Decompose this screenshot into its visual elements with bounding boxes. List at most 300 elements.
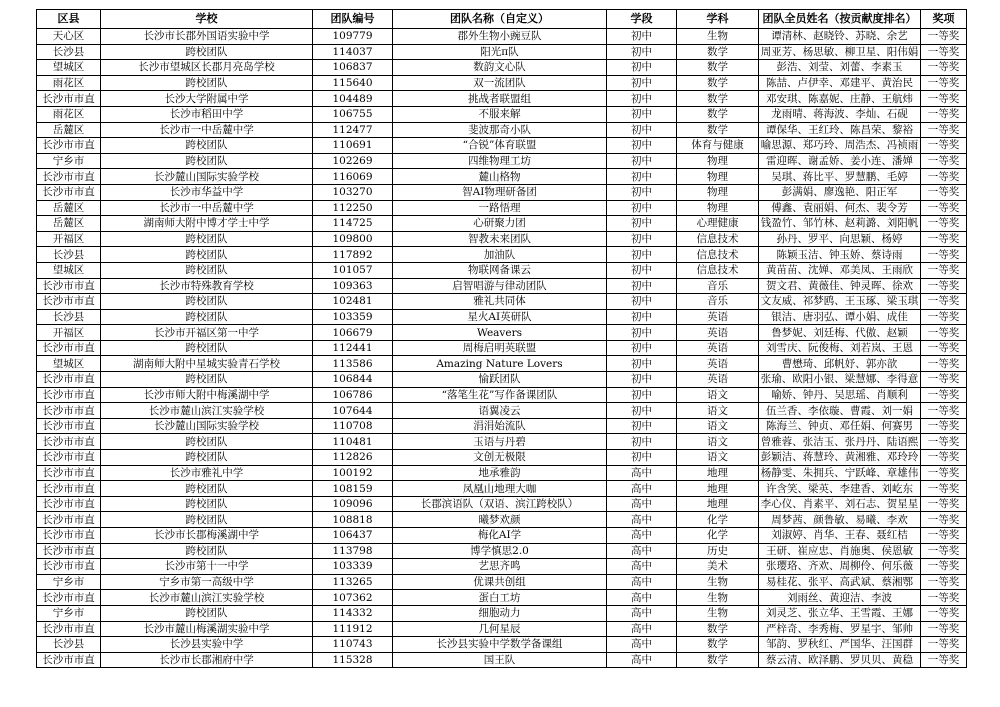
school-cell: 长沙麓山国际实验学校 bbox=[101, 169, 313, 185]
stage-cell: 高中 bbox=[607, 481, 677, 497]
members-cell: 贺文君、黄薇佳、钟灵晖、徐欢 bbox=[759, 278, 921, 294]
subject-cell: 生物 bbox=[677, 574, 759, 590]
district-cell: 长沙县 bbox=[37, 309, 101, 325]
members-cell: 喻娇、钟丹、吴思瑶、肖顺利 bbox=[759, 387, 921, 403]
team-id-cell: 116069 bbox=[313, 169, 393, 185]
award-cell: 一等奖 bbox=[921, 559, 967, 575]
team-name-cell: 语翼凌云 bbox=[393, 403, 607, 419]
table-row bbox=[37, 496, 967, 512]
team-id-cell: 114332 bbox=[313, 605, 393, 621]
award-cell: 一等奖 bbox=[921, 91, 967, 107]
award-cell: 一等奖 bbox=[921, 247, 967, 263]
school-cell: 跨校团队 bbox=[101, 138, 313, 154]
stage-cell: 初中 bbox=[607, 200, 677, 216]
members-cell: 许含笑、梁英、李建香、刘屹东 bbox=[759, 481, 921, 497]
district-cell: 岳麓区 bbox=[37, 216, 101, 232]
school-cell: 跨校团队 bbox=[101, 450, 313, 466]
school-cell: 长沙市麓山滨江实验学校 bbox=[101, 403, 313, 419]
team-name-cell: Amazing Nature Lovers bbox=[393, 356, 607, 372]
team-name-cell: 博学慎思2.0 bbox=[393, 543, 607, 559]
members-cell: 张璎珞、齐欢、周柳伶、何乐薇 bbox=[759, 559, 921, 575]
award-cell: 一等奖 bbox=[921, 434, 967, 450]
team-name-cell: 曦梦欢颜 bbox=[393, 512, 607, 528]
school-cell: 湖南师大附中博才学士中学 bbox=[101, 216, 313, 232]
subject-cell: 数学 bbox=[677, 621, 759, 637]
team-name-cell: 涓涓始流队 bbox=[393, 418, 607, 434]
school-cell: 跨校团队 bbox=[101, 153, 313, 169]
district-cell: 雨花区 bbox=[37, 106, 101, 122]
subject-cell: 语文 bbox=[677, 403, 759, 419]
award-cell: 一等奖 bbox=[921, 75, 967, 91]
members-cell: 彭颖洁、蒋慧玲、黄湘雅、邓玲玲 bbox=[759, 450, 921, 466]
award-cell: 一等奖 bbox=[921, 496, 967, 512]
school-cell: 跨校团队 bbox=[101, 309, 313, 325]
stage-cell: 初中 bbox=[607, 153, 677, 169]
stage-cell: 初中 bbox=[607, 403, 677, 419]
table-row bbox=[37, 559, 967, 575]
table-row bbox=[37, 450, 967, 466]
stage-cell: 高中 bbox=[607, 528, 677, 544]
table-row bbox=[37, 403, 967, 419]
district-cell: 望城区 bbox=[37, 262, 101, 278]
team-name-cell: 雅礼共同体 bbox=[393, 294, 607, 310]
district-cell: 岳麓区 bbox=[37, 122, 101, 138]
district-cell: 长沙市市直 bbox=[37, 465, 101, 481]
table-header-row bbox=[37, 10, 967, 29]
district-cell: 长沙市市直 bbox=[37, 481, 101, 497]
stage-cell: 初中 bbox=[607, 356, 677, 372]
stage-cell: 高中 bbox=[607, 590, 677, 606]
subject-cell: 数学 bbox=[677, 106, 759, 122]
team-id-cell: 101057 bbox=[313, 262, 393, 278]
team-name-cell: 不服来解 bbox=[393, 106, 607, 122]
school-cell: 长沙市长郡湘府中学 bbox=[101, 652, 313, 668]
team-name-cell: 长郡滨语队（双语、滨江跨校队） bbox=[393, 496, 607, 512]
district-cell: 长沙市市直 bbox=[37, 294, 101, 310]
table-row bbox=[37, 153, 967, 169]
stage-cell: 初中 bbox=[607, 91, 677, 107]
table-row bbox=[37, 590, 967, 606]
subject-cell: 生物 bbox=[677, 29, 759, 45]
subject-cell: 数学 bbox=[677, 122, 759, 138]
team-name-cell: 长沙县实验中学数学备课组 bbox=[393, 637, 607, 653]
school-cell: 跨校团队 bbox=[101, 481, 313, 497]
award-cell: 一等奖 bbox=[921, 574, 967, 590]
stage-cell: 初中 bbox=[607, 340, 677, 356]
subject-cell: 生物 bbox=[677, 590, 759, 606]
award-cell: 一等奖 bbox=[921, 138, 967, 154]
members-cell: 银洁、唐羽弘、谭小娟、成佳 bbox=[759, 309, 921, 325]
members-cell: 周亚芳、杨思敏、柳卫星、阳伟娟 bbox=[759, 44, 921, 60]
subject-cell: 心理健康 bbox=[677, 216, 759, 232]
table-row bbox=[37, 309, 967, 325]
school-cell: 湖南师大附中星城实验青石学校 bbox=[101, 356, 313, 372]
stage-cell: 初中 bbox=[607, 184, 677, 200]
members-cell: 陈喆、卢伊幸、邓建平、黄治民 bbox=[759, 75, 921, 91]
members-cell: 杨静雯、朱拥兵、宁跃峰、章雄伟 bbox=[759, 465, 921, 481]
team-id-cell: 113586 bbox=[313, 356, 393, 372]
team-name-cell: 麓山格物 bbox=[393, 169, 607, 185]
team-name-cell: Weavers bbox=[393, 325, 607, 341]
stage-cell: 高中 bbox=[607, 637, 677, 653]
district-cell: 宁乡市 bbox=[37, 574, 101, 590]
table-row bbox=[37, 231, 967, 247]
school-cell: 跨校团队 bbox=[101, 512, 313, 528]
team-id-cell: 106755 bbox=[313, 106, 393, 122]
subject-cell: 信息技术 bbox=[677, 247, 759, 263]
team-name-cell: 星火AI英研队 bbox=[393, 309, 607, 325]
district-cell: 长沙市市直 bbox=[37, 543, 101, 559]
stage-cell: 高中 bbox=[607, 652, 677, 668]
members-cell: 严梓奇、李秀梅、罗星宇、邹帅 bbox=[759, 621, 921, 637]
school-cell: 跨校团队 bbox=[101, 434, 313, 450]
subject-cell: 数学 bbox=[677, 637, 759, 653]
team-name-cell: 斐波那奇小队 bbox=[393, 122, 607, 138]
award-cell: 一等奖 bbox=[921, 340, 967, 356]
district-cell: 长沙市市直 bbox=[37, 340, 101, 356]
subject-cell: 音乐 bbox=[677, 278, 759, 294]
table-row bbox=[37, 44, 967, 60]
award-cell: 一等奖 bbox=[921, 122, 967, 138]
district-cell: 长沙市市直 bbox=[37, 91, 101, 107]
table-row bbox=[37, 372, 967, 388]
team-id-cell: 102269 bbox=[313, 153, 393, 169]
school-cell: 长沙市师大附中梅溪湖中学 bbox=[101, 387, 313, 403]
district-cell: 开福区 bbox=[37, 325, 101, 341]
table-row bbox=[37, 216, 967, 232]
district-cell: 雨花区 bbox=[37, 75, 101, 91]
stage-cell: 初中 bbox=[607, 216, 677, 232]
award-cell: 一等奖 bbox=[921, 44, 967, 60]
stage-cell: 初中 bbox=[607, 106, 677, 122]
team-id-cell: 112441 bbox=[313, 340, 393, 356]
stage-cell: 高中 bbox=[607, 543, 677, 559]
district-cell: 长沙市市直 bbox=[37, 434, 101, 450]
header-members: 团队全员姓名（按贡献度排名） bbox=[759, 10, 921, 29]
district-cell: 长沙市市直 bbox=[37, 590, 101, 606]
award-cell: 一等奖 bbox=[921, 528, 967, 544]
stage-cell: 初中 bbox=[607, 169, 677, 185]
district-cell: 长沙市市直 bbox=[37, 403, 101, 419]
header-team-name: 团队名称（自定义） bbox=[393, 10, 607, 29]
stage-cell: 初中 bbox=[607, 387, 677, 403]
members-cell: 鲁梦妮、刘廷梅、代傲、赵颖 bbox=[759, 325, 921, 341]
stage-cell: 初中 bbox=[607, 450, 677, 466]
award-cell: 一等奖 bbox=[921, 153, 967, 169]
stage-cell: 初中 bbox=[607, 325, 677, 341]
team-name-cell: 一路悟理 bbox=[393, 200, 607, 216]
members-cell: 喻思源、郑巧玲、周浩杰、冯祯雨 bbox=[759, 138, 921, 154]
table-row bbox=[37, 481, 967, 497]
award-cell: 一等奖 bbox=[921, 590, 967, 606]
district-cell: 长沙市市直 bbox=[37, 387, 101, 403]
team-name-cell: 数韵文心队 bbox=[393, 60, 607, 76]
team-name-cell: 物联网备课云 bbox=[393, 262, 607, 278]
subject-cell: 信息技术 bbox=[677, 231, 759, 247]
district-cell: 长沙市市直 bbox=[37, 652, 101, 668]
table-row bbox=[37, 75, 967, 91]
award-cell: 一等奖 bbox=[921, 216, 967, 232]
table-row bbox=[37, 262, 967, 278]
members-cell: 邹韵、罗秋红、严国华、汪国群 bbox=[759, 637, 921, 653]
team-id-cell: 110708 bbox=[313, 418, 393, 434]
members-cell: 彭满娟、廖逸艳、阳正军 bbox=[759, 184, 921, 200]
header-school: 学校 bbox=[101, 10, 313, 29]
team-id-cell: 114725 bbox=[313, 216, 393, 232]
stage-cell: 初中 bbox=[607, 60, 677, 76]
school-cell: 跨校团队 bbox=[101, 247, 313, 263]
district-cell: 长沙市市直 bbox=[37, 372, 101, 388]
members-cell: 刘灵芝、张立华、王雪霞、王娜 bbox=[759, 605, 921, 621]
stage-cell: 高中 bbox=[607, 512, 677, 528]
members-cell: 钱盈竹、邹竹林、赵莉潞、刘阳帆 bbox=[759, 216, 921, 232]
team-id-cell: 113265 bbox=[313, 574, 393, 590]
stage-cell: 初中 bbox=[607, 278, 677, 294]
subject-cell: 信息技术 bbox=[677, 262, 759, 278]
district-cell: 长沙县 bbox=[37, 637, 101, 653]
award-cell: 一等奖 bbox=[921, 356, 967, 372]
header-subject: 学科 bbox=[677, 10, 759, 29]
stage-cell: 初中 bbox=[607, 247, 677, 263]
table-row bbox=[37, 278, 967, 294]
members-cell: 刘淑婷、肖华、王春、聂红桔 bbox=[759, 528, 921, 544]
subject-cell: 语文 bbox=[677, 434, 759, 450]
team-name-cell: “落笔生花”写作备课团队 bbox=[393, 387, 607, 403]
members-cell: 周梦茜、颜鲁敏、易曦、李欢 bbox=[759, 512, 921, 528]
stage-cell: 初中 bbox=[607, 138, 677, 154]
team-id-cell: 112826 bbox=[313, 450, 393, 466]
school-cell: 跨校团队 bbox=[101, 294, 313, 310]
team-name-cell: 启智唱游与律动团队 bbox=[393, 278, 607, 294]
members-cell: 黄苗苗、沈婵、邓美凤、王雨欣 bbox=[759, 262, 921, 278]
members-cell: 曹懋琦、邱帆妤、郭亦歆 bbox=[759, 356, 921, 372]
district-cell: 长沙市市直 bbox=[37, 496, 101, 512]
members-cell: 吴琪、蒋比平、罗慧鹏、毛婷 bbox=[759, 169, 921, 185]
subject-cell: 英语 bbox=[677, 325, 759, 341]
subject-cell: 数学 bbox=[677, 60, 759, 76]
team-id-cell: 106786 bbox=[313, 387, 393, 403]
table-row bbox=[37, 543, 967, 559]
school-cell: 长沙市第十一中学 bbox=[101, 559, 313, 575]
award-cell: 一等奖 bbox=[921, 605, 967, 621]
district-cell: 天心区 bbox=[37, 29, 101, 45]
stage-cell: 高中 bbox=[607, 605, 677, 621]
district-cell: 长沙县 bbox=[37, 247, 101, 263]
team-id-cell: 106837 bbox=[313, 60, 393, 76]
team-name-cell: 智教未来团队 bbox=[393, 231, 607, 247]
team-id-cell: 106844 bbox=[313, 372, 393, 388]
award-cell: 一等奖 bbox=[921, 325, 967, 341]
members-cell: 李心仪、肖素平、刘石志、贺星星 bbox=[759, 496, 921, 512]
subject-cell: 美术 bbox=[677, 559, 759, 575]
team-name-cell: 智AI物理研备团 bbox=[393, 184, 607, 200]
members-cell: 蔡云清、欧泽鹏、罗贝贝、黄稳 bbox=[759, 652, 921, 668]
stage-cell: 初中 bbox=[607, 75, 677, 91]
team-id-cell: 110481 bbox=[313, 434, 393, 450]
subject-cell: 生物 bbox=[677, 605, 759, 621]
members-cell: 傅鑫、袁丽娟、何杰、裴令芳 bbox=[759, 200, 921, 216]
team-name-cell: 玉语与丹碧 bbox=[393, 434, 607, 450]
subject-cell: 英语 bbox=[677, 340, 759, 356]
table-row bbox=[37, 294, 967, 310]
subject-cell: 数学 bbox=[677, 652, 759, 668]
subject-cell: 地理 bbox=[677, 481, 759, 497]
district-cell: 长沙市市直 bbox=[37, 621, 101, 637]
members-cell: 刘雪庆、阮俊梅、刘若岚、王恩 bbox=[759, 340, 921, 356]
stage-cell: 初中 bbox=[607, 29, 677, 45]
table-row bbox=[37, 29, 967, 45]
district-cell: 宁乡市 bbox=[37, 605, 101, 621]
subject-cell: 英语 bbox=[677, 372, 759, 388]
team-id-cell: 102481 bbox=[313, 294, 393, 310]
award-cell: 一等奖 bbox=[921, 60, 967, 76]
district-cell: 长沙市市直 bbox=[37, 450, 101, 466]
school-cell: 跨校团队 bbox=[101, 605, 313, 621]
subject-cell: 语文 bbox=[677, 418, 759, 434]
subject-cell: 数学 bbox=[677, 75, 759, 91]
members-cell: 伍兰香、李依璇、曹霞、刘一娟 bbox=[759, 403, 921, 419]
school-cell: 长沙市华益中学 bbox=[101, 184, 313, 200]
school-cell: 跨校团队 bbox=[101, 75, 313, 91]
district-cell: 长沙市市直 bbox=[37, 138, 101, 154]
stage-cell: 高中 bbox=[607, 621, 677, 637]
award-cell: 一等奖 bbox=[921, 637, 967, 653]
school-cell: 长沙市一中岳麓中学 bbox=[101, 122, 313, 138]
table-row bbox=[37, 528, 967, 544]
table-row bbox=[37, 637, 967, 653]
members-cell: 陈海兰、钟贞、邓任娟、何赛男 bbox=[759, 418, 921, 434]
members-cell: 彭浩、刘莹、刘蕾、李素玉 bbox=[759, 60, 921, 76]
table-row bbox=[37, 91, 967, 107]
award-cell: 一等奖 bbox=[921, 403, 967, 419]
subject-cell: 地理 bbox=[677, 496, 759, 512]
table-row bbox=[37, 418, 967, 434]
school-cell: 长沙市稻田中学 bbox=[101, 106, 313, 122]
school-cell: 长沙县实验中学 bbox=[101, 637, 313, 653]
members-cell: 刘雨丝、黄迎洁、李波 bbox=[759, 590, 921, 606]
award-list-sheet bbox=[36, 9, 966, 668]
team-name-cell: 双一流团队 bbox=[393, 75, 607, 91]
table-row bbox=[37, 184, 967, 200]
table-row bbox=[37, 387, 967, 403]
school-cell: 长沙市开福区第一中学 bbox=[101, 325, 313, 341]
team-id-cell: 111912 bbox=[313, 621, 393, 637]
subject-cell: 数学 bbox=[677, 91, 759, 107]
members-cell: 王研、崔应忠、肖施奥、侯恩敏 bbox=[759, 543, 921, 559]
team-id-cell: 112477 bbox=[313, 122, 393, 138]
team-id-cell: 108159 bbox=[313, 481, 393, 497]
district-cell: 长沙县 bbox=[37, 44, 101, 60]
award-cell: 一等奖 bbox=[921, 309, 967, 325]
district-cell: 岳麓区 bbox=[37, 200, 101, 216]
award-cell: 一等奖 bbox=[921, 543, 967, 559]
subject-cell: 物理 bbox=[677, 200, 759, 216]
stage-cell: 高中 bbox=[607, 574, 677, 590]
subject-cell: 语文 bbox=[677, 450, 759, 466]
stage-cell: 初中 bbox=[607, 122, 677, 138]
school-cell: 跨校团队 bbox=[101, 372, 313, 388]
team-name-cell: 蛋白工坊 bbox=[393, 590, 607, 606]
table-row bbox=[37, 652, 967, 668]
award-cell: 一等奖 bbox=[921, 372, 967, 388]
district-cell: 长沙市市直 bbox=[37, 184, 101, 200]
members-cell: 易桂花、张平、高武斌、蔡湘鄂 bbox=[759, 574, 921, 590]
table-row bbox=[37, 465, 967, 481]
award-cell: 一等奖 bbox=[921, 450, 967, 466]
award-cell: 一等奖 bbox=[921, 169, 967, 185]
award-cell: 一等奖 bbox=[921, 465, 967, 481]
table-row bbox=[37, 138, 967, 154]
stage-cell: 初中 bbox=[607, 294, 677, 310]
district-cell: 长沙市市直 bbox=[37, 169, 101, 185]
stage-cell: 初中 bbox=[607, 231, 677, 247]
subject-cell: 地理 bbox=[677, 465, 759, 481]
team-name-cell: 四维物理工坊 bbox=[393, 153, 607, 169]
team-id-cell: 106437 bbox=[313, 528, 393, 544]
members-cell: 陈颖玉洁、钟玉娇、蔡诗雨 bbox=[759, 247, 921, 263]
header-district: 区县 bbox=[37, 10, 101, 29]
team-id-cell: 110743 bbox=[313, 637, 393, 653]
table-row bbox=[37, 60, 967, 76]
award-cell: 一等奖 bbox=[921, 418, 967, 434]
district-cell: 长沙市市直 bbox=[37, 512, 101, 528]
district-cell: 望城区 bbox=[37, 356, 101, 372]
header-team-id: 团队编号 bbox=[313, 10, 393, 29]
school-cell: 长沙市长郡外国语实验中学 bbox=[101, 29, 313, 45]
team-name-cell: 几何星辰 bbox=[393, 621, 607, 637]
stage-cell: 高中 bbox=[607, 496, 677, 512]
subject-cell: 物理 bbox=[677, 169, 759, 185]
stage-cell: 初中 bbox=[607, 372, 677, 388]
subject-cell: 物理 bbox=[677, 184, 759, 200]
award-cell: 一等奖 bbox=[921, 262, 967, 278]
team-id-cell: 110691 bbox=[313, 138, 393, 154]
team-name-cell: 国王队 bbox=[393, 652, 607, 668]
district-cell: 宁乡市 bbox=[37, 153, 101, 169]
members-cell: 邓安琪、陈嘉妮、庄静、王航炜 bbox=[759, 91, 921, 107]
table-row bbox=[37, 621, 967, 637]
team-id-cell: 106679 bbox=[313, 325, 393, 341]
team-name-cell: 郡外生物小豌豆队 bbox=[393, 29, 607, 45]
members-cell: 雷迎晖、谢孟娇、姜小连、潘婵 bbox=[759, 153, 921, 169]
subject-cell: 英语 bbox=[677, 309, 759, 325]
team-name-cell: 地承雅韵 bbox=[393, 465, 607, 481]
school-cell: 跨校团队 bbox=[101, 543, 313, 559]
award-cell: 一等奖 bbox=[921, 621, 967, 637]
award-cell: 一等奖 bbox=[921, 278, 967, 294]
award-cell: 一等奖 bbox=[921, 106, 967, 122]
subject-cell: 化学 bbox=[677, 528, 759, 544]
school-cell: 跨校团队 bbox=[101, 262, 313, 278]
stage-cell: 初中 bbox=[607, 44, 677, 60]
team-id-cell: 113798 bbox=[313, 543, 393, 559]
subject-cell: 体育与健康 bbox=[677, 138, 759, 154]
award-cell: 一等奖 bbox=[921, 481, 967, 497]
school-cell: 跨校团队 bbox=[101, 340, 313, 356]
members-cell: 龙雨晴、蒋海波、李灿、石砚 bbox=[759, 106, 921, 122]
members-cell: 曾雅蓉、张洁玉、张丹丹、陆语熙 bbox=[759, 434, 921, 450]
award-cell: 一等奖 bbox=[921, 200, 967, 216]
header-stage: 学段 bbox=[607, 10, 677, 29]
subject-cell: 物理 bbox=[677, 153, 759, 169]
team-name-cell: “合锐”体育联盟 bbox=[393, 138, 607, 154]
members-cell: 谭清林、赵晓铃、苏晓、余艺 bbox=[759, 29, 921, 45]
team-id-cell: 117892 bbox=[313, 247, 393, 263]
table-row bbox=[37, 340, 967, 356]
team-id-cell: 103359 bbox=[313, 309, 393, 325]
team-name-cell: 细胞动力 bbox=[393, 605, 607, 621]
team-id-cell: 115640 bbox=[313, 75, 393, 91]
